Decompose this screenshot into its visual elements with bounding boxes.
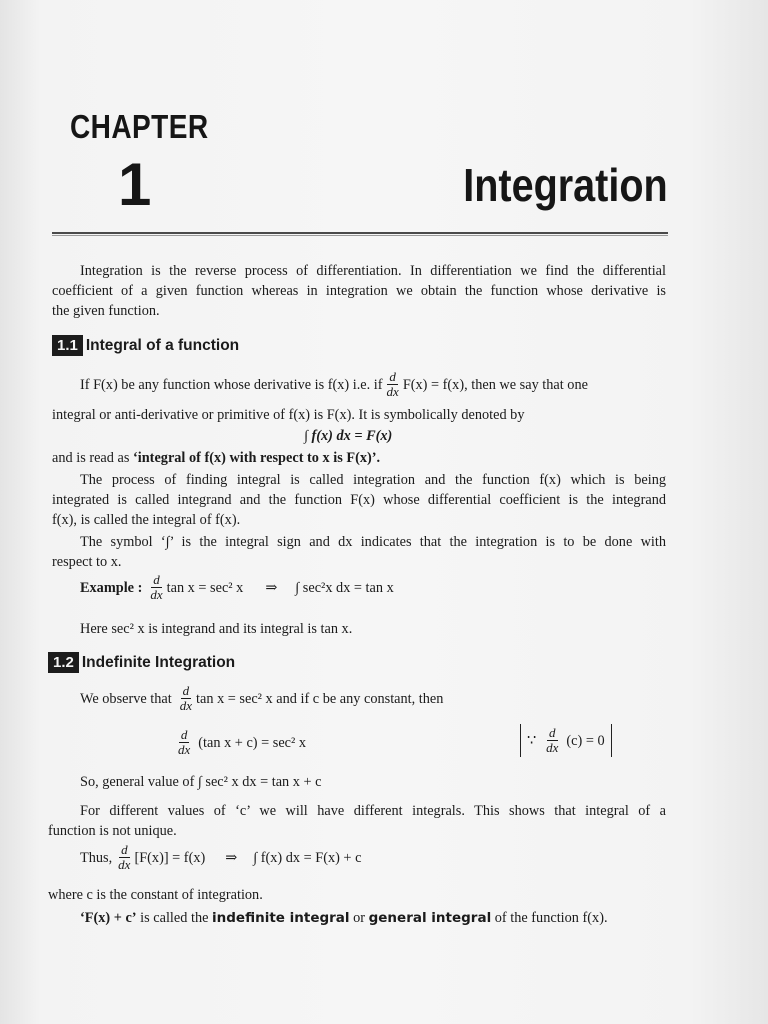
observe-line [80,684,443,713]
s1-read-line [52,449,380,467]
implies-arrow: ⇒ [225,849,238,866]
general-integral-term: general integral [368,910,492,926]
s1-para-1-line-1 [80,370,666,399]
read-bold-text: ‘integral of f(x) with respect to x is F(x)’. [133,450,381,466]
derivative-operator: $\frac{d}{dx}$ [178,727,191,757]
equation-1 [174,728,306,757]
title-divider [52,232,668,234]
because-symbol: ∵ [527,732,537,749]
intro-line-1: Integration is the reverse process of differentiation. In differentiation we find the differential [80,263,666,279]
indefinite-integral-term: indefinite integral [212,910,350,926]
title-divider-thin [52,235,668,236]
implies-arrow: ⇒ [265,579,278,596]
because-bracket [520,724,612,757]
thus-line [80,843,361,872]
text: is called the [136,910,213,926]
where-line: where c is the constant of integration. [48,887,263,903]
derivative-operator: $\frac{d}{dx}$ [179,683,193,713]
text: of the function f(x). [491,910,608,926]
section-number: 1.2 [48,652,79,673]
derivative-operator: $\frac{d}{dx}$ [386,369,399,399]
section-number: 1.1 [52,335,83,356]
chapter-label: CHAPTER [70,108,209,145]
here-line: Here sec² x is integrand and its integral is tan x. [80,621,353,637]
observe-text-b: tan x = sec² x and if c be any constant, then [196,690,444,707]
thus-lhs: [F(x)] = f(x) [134,849,206,866]
s1-para-2-line-3: f(x), is called the integral of f(x). [52,512,241,528]
f-plus-c: ‘F(x) + c’ [80,910,137,926]
derivative-operator: $\frac{d}{dx}$ [546,725,559,755]
intro-line-3: the given function. [52,303,160,319]
derivative-operator: $\frac{d}{dx}$ [118,842,131,872]
chapter-title: Integration [463,159,668,211]
different-line-2: function is not unique. [48,823,177,839]
section-title: Indefinite Integration [81,653,236,671]
section-heading-1-1 [52,335,239,356]
s1-para-1-line-2: integral or anti-derivative or primitive of f(x) is F(x). It is symbolically denoted by [52,407,525,423]
thus-label: Thus, [80,849,113,866]
example-lhs: tan x = sec² x [166,579,244,596]
s1-para-2-line-1: The process of finding integral is called integration and the function f(x) which is being [80,472,666,488]
read-text: and is read as [52,450,133,466]
observe-text-a: We observe that [80,690,172,707]
equation-1-text: (tan x + c) = sec² x [198,734,307,751]
s1-para-3-line-1: The symbol ‘∫’ is the integral sign and dx indicates that the integration is to be done with [80,534,666,550]
chapter-number: 1 [118,151,152,218]
section-title: Integral of a function [85,336,240,354]
derivative-operator: $\frac{d}{dx}$ [150,572,163,602]
s1-p1-text-b: F(x) = f(x), then we say that one [402,376,588,393]
example-line [80,573,394,602]
intro-line-2: coefficient of a given function whereas in integration we obtain the function whose derivative is [52,283,666,299]
text: or [349,910,369,926]
section-heading-1-2 [48,652,235,673]
s1-para-2-line-2: integrated is called integrand and the function F(x) whose differential coefficient is the integrand [52,492,666,508]
s1-para-3-line-2: respect to x. [52,554,122,570]
s1-p1-text-a: If F(x) be any function whose derivative is f(x) i.e. if [80,376,383,393]
example-rhs: ∫ sec²x dx = tan x [295,579,394,596]
bracket-rhs: (c) = 0 [566,732,605,749]
different-line-1: For different values of ‘c’ we will have different integrals. This shows that integral of a [80,803,666,819]
thus-rhs: ∫ f(x) dx = F(x) + c [253,849,362,866]
general-value-line: So, general value of ∫ sec² x dx = tan x + c [80,774,322,790]
integral-formula: ∫ f(x) dx = F(x) [304,428,393,444]
indefinite-integral-line [80,909,608,927]
example-label: Example : [80,579,143,596]
